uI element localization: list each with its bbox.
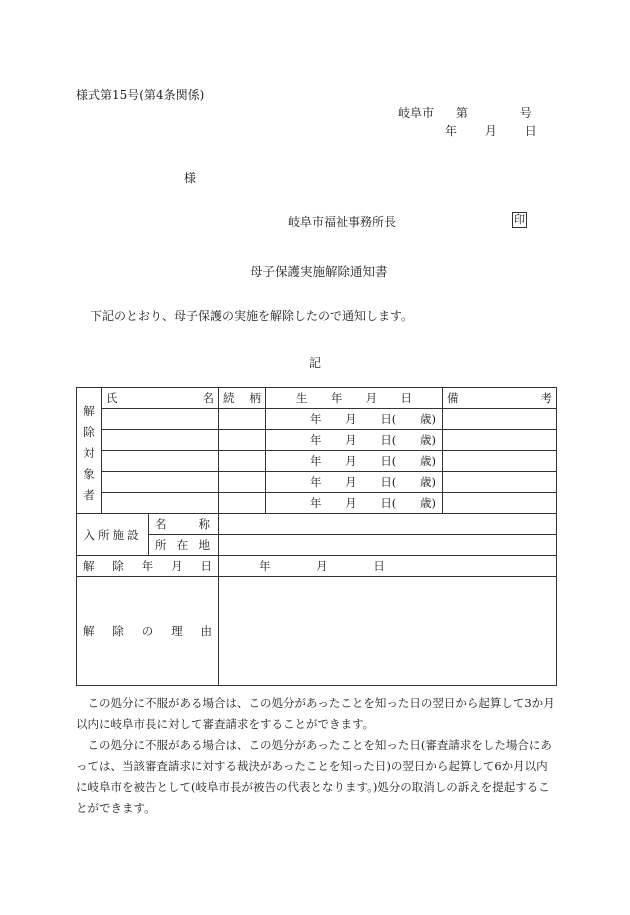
release-date-label: 解 除 年 月 日 [77,556,219,577]
appeal-notes [76,693,558,819]
facility-address-row [77,535,557,556]
name-cell[interactable] [102,493,219,514]
facility-address-label: 所 在 地 [149,535,219,556]
ki-heading: 記 [309,356,322,370]
birth-cell[interactable]: 年 月 日( 歳) [266,409,443,430]
intro-text: 下記のとおり、母子保護の実施を解除したので通知します。 [90,309,414,323]
issuer: 岐阜市福祉事務所長 [288,215,397,229]
table-row [77,430,557,451]
seal-label: 印 [514,213,525,226]
name-cell[interactable] [102,409,219,430]
birth-cell[interactable]: 年 月 日( 歳) [266,493,443,514]
birth-header: 生 年 月 日 [266,388,443,409]
release-reason-row [77,577,557,686]
release-date-value[interactable]: 年 月 日 [219,556,557,577]
birth-cell[interactable]: 年 月 日( 歳) [266,430,443,451]
date-year: 年 [445,124,458,138]
name-header: 氏 名 [102,388,219,409]
release-reason-label: 解 除 の 理 由 [77,577,219,686]
relation-header: 続 柄 [219,388,266,409]
relation-cell[interactable] [219,451,266,472]
remarks-cell[interactable] [443,430,557,451]
table-row [77,451,557,472]
relation-cell[interactable] [219,493,266,514]
name-cell[interactable] [102,430,219,451]
addressee-suffix: 様 [184,171,197,185]
release-date-row [77,556,557,577]
release-reason-value[interactable] [219,577,557,686]
date-line [445,122,537,139]
note-paragraph: この処分に不服がある場合は、この処分があったことを知った日(審査請求をした場合にあっては、当該審査請求に対する裁決があったことを知った日)の翌日から起算して6か月以内に岐阜市を被告として(岐阜市長が被告の代表となります。)処分の取消しの訴えを提起することができます。 [76,738,552,815]
target-label: 解 除 対 象 者 [83,404,95,502]
doc-dai: 第 [455,106,468,120]
document-title: 母子保護実施解除通知書 [250,264,388,279]
table-row [77,472,557,493]
seal-mark [512,212,527,228]
name-cell[interactable] [102,451,219,472]
remarks-cell[interactable] [443,493,557,514]
table-header-row [77,388,557,409]
form-number: 様式第15号(第4条関係) [76,88,205,102]
name-cell[interactable] [102,472,219,493]
facility-label: 入所施設 [77,514,149,556]
note-paragraph: この処分に不服がある場合は、この処分があったことを知った日の翌日から起算して3か月以内に岐阜市長に対して審査請求をすることができます。 [76,696,555,731]
facility-name-row [77,514,557,535]
date-month: 月 [484,124,497,138]
doc-city: 岐阜市 [398,106,435,120]
remarks-cell[interactable] [443,451,557,472]
facility-name-value[interactable] [219,514,557,535]
birth-cell[interactable]: 年 月 日( 歳) [266,472,443,493]
remarks-header: 備 考 [443,388,557,409]
release-target-table [76,387,557,686]
table-row [77,409,557,430]
facility-address-value[interactable] [219,535,557,556]
birth-cell[interactable]: 年 月 日( 歳) [266,451,443,472]
remarks-cell[interactable] [443,409,557,430]
relation-cell[interactable] [219,430,266,451]
relation-cell[interactable] [219,409,266,430]
date-day: 日 [524,124,537,138]
facility-name-label: 名 称 [149,514,219,535]
table-row [77,493,557,514]
relation-cell[interactable] [219,472,266,493]
target-label-cell [77,388,102,514]
remarks-cell[interactable] [443,472,557,493]
doc-go: 号 [519,106,532,120]
doc-reference [398,104,532,121]
